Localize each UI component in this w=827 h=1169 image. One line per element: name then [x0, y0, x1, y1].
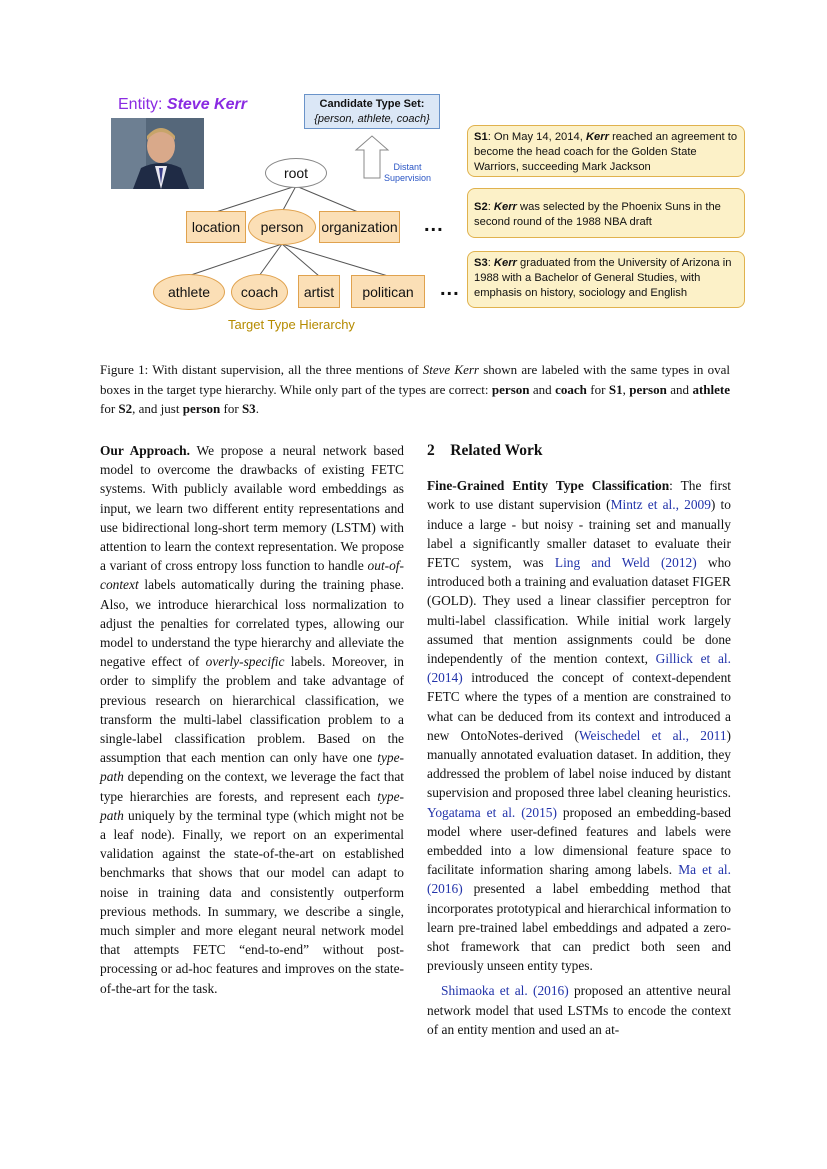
- fetc-subheading: Fine-Grained Entity Type Classification: [427, 478, 670, 494]
- candidate-types: {person, athlete, coach}: [314, 113, 430, 125]
- right-column: [427, 441, 731, 1039]
- node-location: location: [186, 211, 246, 243]
- citation-ma[interactable]: Ma et al. (2016): [427, 862, 731, 897]
- figure-caption: Figure 1: With distant supervision, all the three mentions of Steve Kerr shown are labeled with the same types in oval boxes in the target type hierarchy. While only part of the types are correct: person and coach for S1, person and athlete for S2, and just person for S3.: [100, 362, 731, 416]
- figure-1: [0, 0, 827, 350]
- node-athlete: athlete: [153, 274, 225, 310]
- citation-ling-weld[interactable]: Ling and Weld (2012): [554, 555, 697, 571]
- distant-supervision-label: Distant Supervision: [383, 162, 432, 183]
- node-person: person: [248, 209, 316, 245]
- entity-name: Steve Kerr: [166, 96, 247, 113]
- section-heading: 2 Related Work: [427, 442, 543, 459]
- citation-mintz[interactable]: Mintz et al., 2009: [610, 497, 711, 513]
- sentence-s1: S1: On May 14, 2014, Kerr reached an agreement to become the head coach for the Golden State Warriors, succeeding Mark Jackson: [467, 125, 745, 177]
- edge-person-coach: [259, 244, 282, 276]
- node-organization: organization: [319, 211, 400, 243]
- ellipsis-level1: ...: [424, 214, 444, 236]
- node-coach: coach: [231, 274, 288, 310]
- ellipsis-level2: ...: [440, 278, 460, 300]
- related-work-paragraph-1: Fine-Grained Entity Type Classification: The first work to use distant supervision (Mintz et al., 2009) to induce a large - but noisy - training set and manually label a significantly smaller dataset to evaluate their FETC system, was Ling and Weld (2012) who introduced both a training and evaluation dataset FIGER (GOLD). They used a linear classifier perceptron for multi-label classification. While initial work largely assumed that mention assignments could be done independently of the mention context, Gillick et al. (2014) introduced the concept of context-dependent FETC where the types of a mention are constrained to what can be deduced from its context and introduced a new OntoNotes-derived (Weischedel et al., 2011) manually annotated evaluation dataset. In addition, they addressed the problem of label noise induced by distant supervision and proposed three label cleaning heuristics. Yogatama et al. (2015) proposed an embedding-based model where user-defined features and labels were embedded into a low dimensional feature space to facilitate information sharing among labels. Ma et al. (2016) presented a label embedding method that incorporates prototypical and hierarchical information to learn pre-trained label embeddings and adpated a zero-shot framework that can predict both seen and previously unseen entity types.: [427, 478, 731, 974]
- citation-weischedel[interactable]: Weischedel et al., 2011: [578, 727, 727, 743]
- entity-title: Entity: Steve Kerr: [118, 96, 247, 113]
- related-work-paragraph-2: Shimaoka et al. (2016) proposed an attentive neural network model that used LSTMs to encode the context of an entity mention and used an at-: [427, 983, 731, 1037]
- node-artist: artist: [298, 275, 340, 308]
- edge-root-organization: [296, 186, 358, 212]
- left-column: [100, 441, 404, 998]
- sentence-s3: S3: Kerr graduated from the University of Arizona in 1988 with a Bachelor of General Studies, with emphasis on history, sociology and English: [467, 251, 745, 308]
- candidate-type-set: Candidate Type Set: {person, athlete, coach}: [304, 94, 440, 129]
- citation-shimaoka[interactable]: Shimaoka et al. (2016): [441, 983, 569, 999]
- our-approach-heading: Our Approach.: [100, 443, 190, 458]
- citation-gillick[interactable]: Gillick et al. (2014): [427, 651, 731, 686]
- edge-person-athlete: [188, 244, 282, 276]
- edge-person-artist: [282, 244, 319, 276]
- edge-person-politican: [282, 244, 388, 276]
- hierarchy-label: Target Type Hierarchy: [228, 317, 355, 332]
- our-approach-paragraph: Our Approach. We propose a neural network based model to overcome the drawbacks of existing FETC systems. With publicly available word embeddings as input, we learn two different entity representations and use bidirectional long-short term memory (LSTM) with attention to learn the context representation. We propose a variant of cross entropy loss function to handle out-of-context labels automatically during the training phase. Also, we introduce hierarchical loss normalization to adjust the penalties for correlated types, allowing our model to understand the type hierarchy and alleviate the negative effect of overly-specific labels. Moreover, in order to simplify the problem and take advantage of previous research on hierarchical classification, we transform the multi-label classification problem to a single-label classification problem. Based on the assumption that each mention can only have one type-path depending on the context, we leverage the fact that type hierarchies are forests, and represent each type-path uniquely by the terminal type (which might not be a leaf node). Finally, we report on an experimental validation against the state-of-the-art on established benchmarks that shows that our model can adapt to noise in training data and consistently outperform previous methods. In summary, we describe a single, much simpler and more elegant neural network model that attempts FETC “end-to-end” without post-processing or ad-hoc features and improves on the state-of-the-art for the task.: [100, 443, 405, 996]
- node-root: root: [265, 158, 327, 188]
- sentence-s2: S2: Kerr was selected by the Phoenix Suns in the second round of the 1988 NBA draft: [467, 188, 745, 238]
- citation-yogatama[interactable]: Yogatama et al. (2015): [427, 804, 557, 820]
- node-politican: politican: [351, 275, 425, 308]
